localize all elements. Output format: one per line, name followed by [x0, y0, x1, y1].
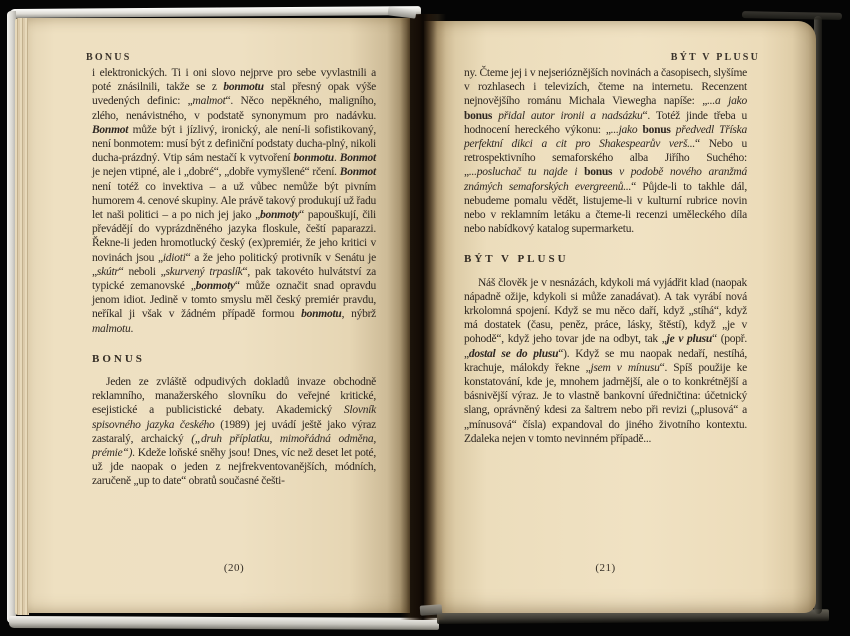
text-segment: je nejen vtipné, ale i „dobré“, „dobře vymyšlené“ rčení.: [92, 166, 340, 179]
book-cover-top-edge-right: [742, 11, 842, 20]
right-running-head: BÝT V PLUSU: [670, 52, 760, 63]
left-page-number: (20): [223, 562, 245, 574]
text-segment: “ Půjde-li to takhle dál, nebudeme pomalu vědět, listujeme-li v kulturní rubrice novin nebo v reklamním letáku a čteme-li recenzi uměleckého díla nebo nabídkový katalog supermarketu.: [464, 180, 747, 236]
text-segment: dostal se do plusu: [468, 347, 559, 360]
text-segment: “ a že jeho politický protivník v Senátu je „: [92, 251, 376, 278]
text-segment: Náš člověk je v nesnázách, kdykoli má vyjádřit klad (naopak nápadně ožije, kdykoli si může zanadávat). A tak vyrábí nová krkolomná spojení. Když se mu něco daří, když „stíhá“, když má dostatek (času, peněz, práce, lásky, štěstí), když „je v pohodě“, když jeho tovar jde na odbyt, tak „: [464, 276, 747, 346]
text-segment: přidal autor ironii a nadsázku: [492, 109, 643, 122]
text-segment: “. Totéž jinde třeba u hodnocení hereckého výkonu: „: [464, 109, 748, 136]
section-heading: BÝT V PLUSU: [464, 253, 569, 266]
text-segment: bonmotu: [301, 308, 342, 321]
paragraph: [464, 66, 747, 236]
text-segment: “ může označit snad opravdu jenom idiot. Jedině v tomto smyslu měl český premiér pravdu, neříkal ji však v žádném případě formou: [92, 280, 376, 321]
right-page-number: (21): [595, 562, 616, 574]
text-segment: “. Něco nepěkného, maligního, zlého, nenávistného, v podstatě synonymum pro nadávku.: [92, 95, 376, 122]
text-segment: není totéž co invektiva – a už vůbec nemůže být pivním humorem 4. cenové skupiny. Ale právě takový produkují už řadu let naši politici – a po nich jej jako „: [92, 180, 376, 222]
text-segment: v podobě nového aranžmá známých semaforských evergreenů...: [464, 166, 747, 193]
book-gutter-shadow: [400, 14, 446, 620]
text-segment: bonmotu: [223, 81, 264, 94]
text-segment: “). Když se mu naopak nedaří, nestíhá, krachuje, málokdy řekne „: [464, 347, 747, 374]
text-segment: “ Nebo u retrospektivního semaforského alba Jiřího Suchého: „: [464, 138, 747, 179]
text-segment: malmot: [192, 95, 226, 108]
text-segment: jsem v mínusu: [590, 361, 660, 374]
section-heading: BONUS: [92, 352, 145, 365]
text-segment: Jeden ze zvláště odpudivých dokladů invaze obchodně reklamního, manažerského slovníku do veřejné kritické, esejistické a publicistické debaty. Akademický: [92, 376, 376, 417]
text-segment: předvedl Tříska perfektní dikci a cit pro Shakespearův verš...: [464, 123, 747, 151]
left-running-head: BONUS: [86, 52, 132, 63]
text-segment: “. Spíš použije ke konstatování, kde je, mnohem jadrnější, ale o to konkrétnější a básnivější výraz. Je to vlastně bankovní úředničtina: účetnický slang, oprávněný kdesi za šaltrem nebo při revizi („plusová“ a „mínusová“ čísla) expandoval do jiného životního kontextu. Zdaleka nejen v tomto nevinném případě...: [464, 361, 747, 445]
text-segment: skurvený trpaslík: [165, 265, 243, 278]
text-segment: ...posluchač tu najde i: [468, 166, 585, 179]
text-segment: malmotu: [92, 322, 131, 335]
text-segment: stal přesný opak výše uvedených definic: „: [92, 81, 376, 108]
text-segment: bonmotu: [293, 152, 334, 165]
text-segment: . Kdeže loňské sněhy jsou! Dnes, víc než deset let poté, už jde naopak o jeden z nejfrekventovanějších, módních, zaručeně „up to date“ obratů současné češti-: [92, 447, 376, 488]
text-segment: “, pak takovéto hulvátství za typické zemanovské „: [92, 265, 376, 293]
text-segment: , nýbrž: [341, 308, 376, 321]
text-segment: .: [333, 152, 340, 165]
book-cover-bottom-edge-left: [9, 616, 439, 630]
text-segment: bonmoty: [195, 280, 235, 293]
text-segment: Bonmot: [339, 166, 376, 179]
text-segment: ...jako: [610, 123, 643, 136]
text-segment: skútr: [96, 265, 119, 278]
text-segment: i elektronických. Ti i oni slovo nejprve pro sebe vyvlastnili a poté znásilnili, takže se z: [92, 67, 376, 94]
text-segment: “ neboli „: [118, 265, 166, 278]
left-page-text-column: [92, 66, 376, 489]
paragraph: [92, 66, 376, 336]
text-segment: („druh příplatku, mimořádná odměna, prémie“): [92, 432, 376, 460]
text-segment: je v plusu: [666, 333, 712, 346]
text-segment: “ papouškují, čili převádějí do vyprázdněného jazyka floskule, čeští paparazzi. Řekne-li jeden hromotlucký český (ex)premiér, že jeho kritici v novinách jsou „: [92, 209, 377, 264]
paragraph: [464, 276, 747, 446]
text-segment: bonus: [464, 109, 493, 122]
text-segment: bonus: [584, 166, 613, 179]
text-segment: bonmoty: [260, 209, 300, 222]
text-segment: (1989) jej uvádí ještě jako výraz zastaralý, archaický: [92, 418, 376, 445]
text-segment: ny. Čteme jej i v nejserióznějších novinách a časopisech, slyšíme v rozhlasech i televizích, čteme na internetu. Recenzent nejnovějšího románu Michala Viewegha napíše: „: [464, 67, 747, 108]
paragraph: [92, 375, 376, 489]
text-segment: bonus: [642, 123, 671, 136]
text-segment: .: [130, 322, 134, 335]
text-segment: Bonmot: [339, 152, 377, 165]
right-page-text-column: [464, 66, 747, 446]
page-stack-edge: [15, 18, 29, 615]
text-segment: může být i jízlivý, ironický, ale není-li sofistikovaný, není bonmotem: musí být z definiční podstaty ducha-plný, nikoli ducha-prázdný. Vtip sám nestačí k vytvoření: [92, 123, 376, 165]
text-segment: idioti: [162, 251, 186, 264]
text-segment: Bonmot: [92, 123, 129, 136]
book-cover-top-edge: [9, 6, 421, 18]
gutter-bottom-cover-sliver: [420, 604, 443, 616]
text-segment: “ (popř. „: [464, 333, 748, 360]
text-segment: Slovník spisovného jazyka českého: [92, 404, 376, 431]
text-segment: ...a jako: [707, 95, 747, 108]
